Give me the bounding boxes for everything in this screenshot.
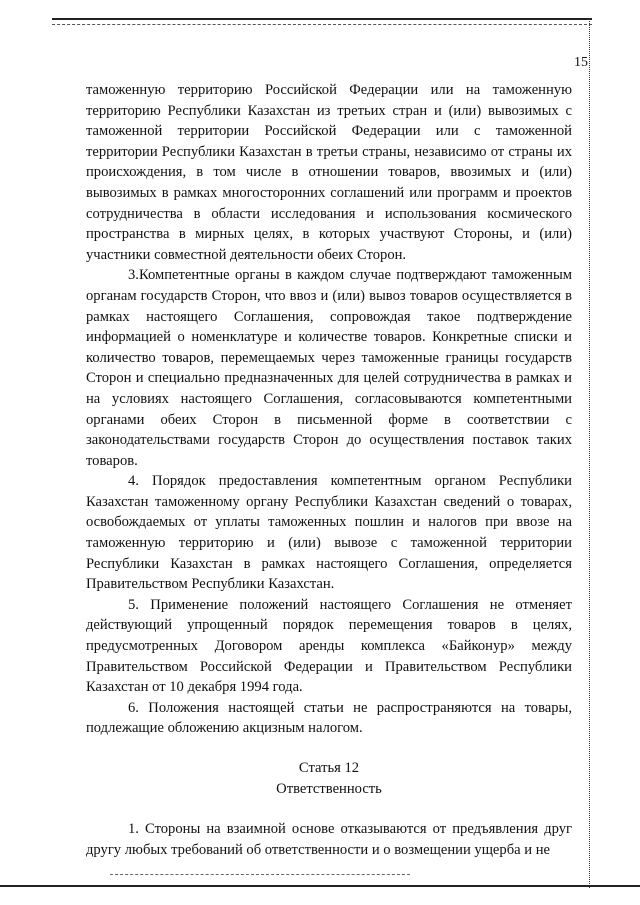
scan-border-bottom bbox=[0, 885, 640, 887]
article-title: Ответственность bbox=[276, 780, 382, 797]
scan-border-top-dashed bbox=[52, 24, 592, 25]
scan-border-top bbox=[52, 18, 592, 20]
paragraph-6: 6. Положения настоящей статьи не распространяются на товары, подлежащие обложению акцизным налогом. bbox=[86, 699, 572, 737]
paragraph-3: 3.Компетентные органы в каждом случае подтверждают таможенным органам государств Сторон, что ввоз и (или) вывоз товаров осуществляется в рамках настоящего Соглашения, сопровождая такое подтверждение информацией о номенклатуре и количестве товаров. Конкретные списки и количество товаров, перемещаемых через таможенные границы государств Сторон и специально предназначенных для целей сотрудничества в рамках и на условиях настоящего Соглашения, согласовываются компетентными органами обеих Сторон в письменной форме в соответствии с законодательствами государств Сторон до осуществления поставок таких товаров. bbox=[86, 267, 572, 469]
paragraph-4: 4. Порядок предоставления компетентным органом Республики Казахстан таможенному органу Республики Казахстан сведений о товарах, освобождаемых от уплаты таможенных пошлин и налогов при ввозе на таможенную территорию и (или) вывозе с таможенной территории Республики Казахстан в рамках настоящего Соглашения, определяется Правительством Республики Казахстан. bbox=[86, 473, 572, 593]
paragraph-continuation: таможенную территорию Российской Федерации или на таможенную территорию Республики Казахстан из третьих стран и (или) вывозимых с таможенной территории Российской Федерации или с таможенной территории Республики Казахстан в третьи страны, независимо от страны их происхождения, в том числе в отношении товаров, ввозимых и (или) вывозимых в рамках многосторонних соглашений или программ и проектов сотрудничества в области исследования и использования космического пространства в мирных целях, в которых участвуют Стороны, и (или) участники совместной деятельности обеих Сторон. bbox=[86, 82, 572, 263]
article-paragraph-1: 1. Стороны на взаимной основе отказываются от предъявления друг другу любых требований об ответственности и о возмещении ущерба и не bbox=[86, 821, 572, 858]
article-number: Статья 12 bbox=[298, 760, 360, 776]
page-number: 15 bbox=[574, 55, 588, 70]
spacer bbox=[86, 799, 572, 819]
scan-border-right bbox=[589, 18, 590, 888]
paragraph-5: 5. Применение положений настоящего Соглашения не отменяет действующий упрощенный порядок перемещения товаров в целях, предусмотренных Договором аренды комплекса «Байконур» между Правительством Российской Федерации и Правительством Республики Казахстан от 10 декабря 1994 года. bbox=[86, 596, 572, 696]
document-body bbox=[86, 80, 572, 860]
scan-border-bottom-dashed bbox=[110, 874, 410, 875]
